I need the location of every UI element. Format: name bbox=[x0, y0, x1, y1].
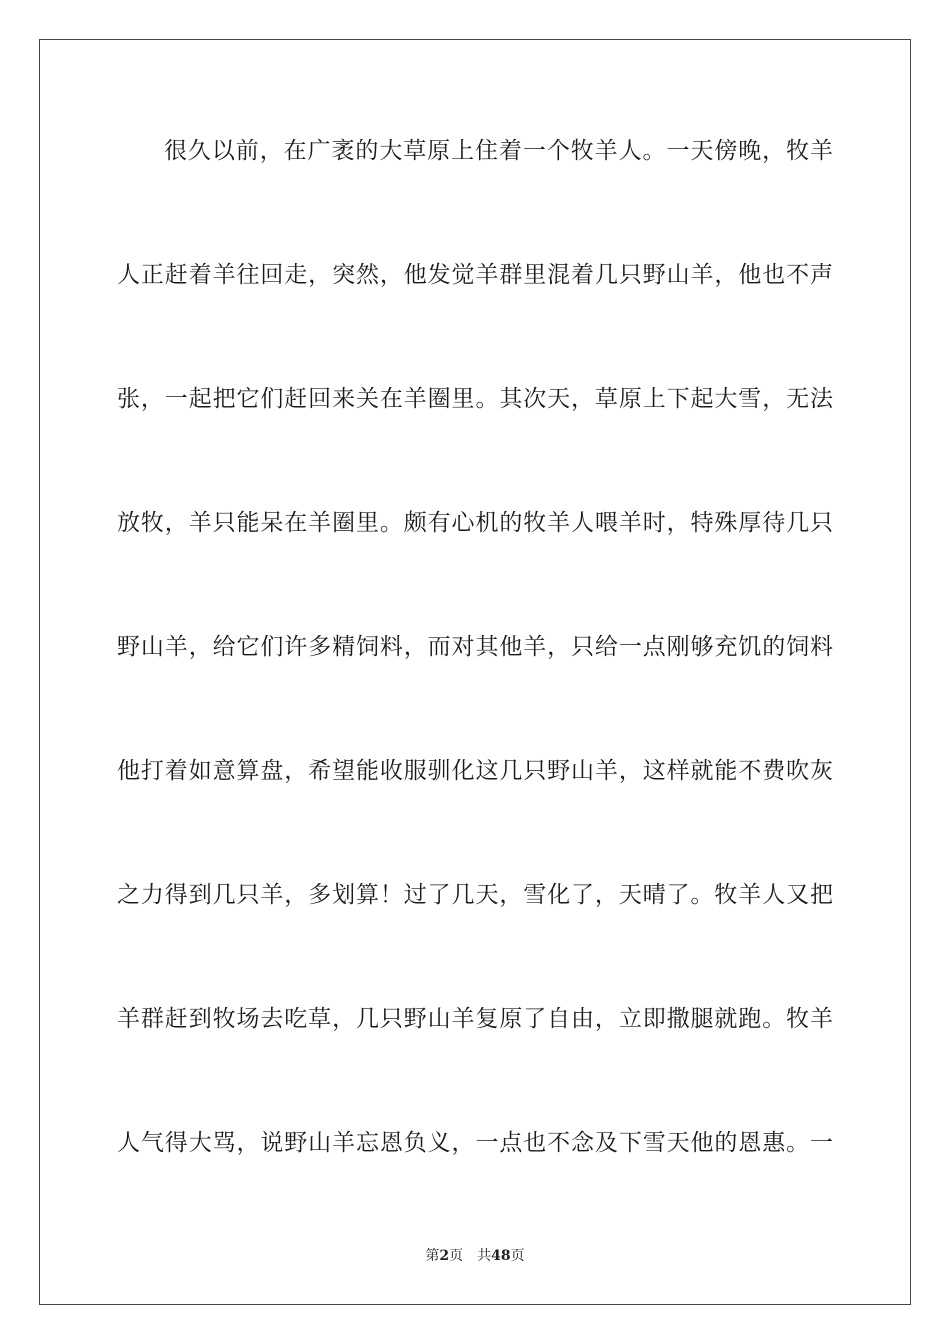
body-text-line-4: 放牧，羊只能呆在羊圈里。颇有心机的牧羊人喂羊时，特殊厚待几只 bbox=[117, 510, 833, 536]
footer-total-prefix: 共 bbox=[477, 1248, 492, 1264]
body-text-line-3: 张，一起把它们赶回来关在羊圈里。其次天，草原上下起大雪，无法 bbox=[117, 386, 833, 412]
footer-total-pages: 48 bbox=[491, 1248, 511, 1264]
body-text-line-1: 很久以前，在广袤的大草原上住着一个牧羊人。一天傍晚，牧羊 bbox=[164, 138, 833, 164]
body-text-line-2: 人正赶着羊往回走，突然，他发觉羊群里混着几只野山羊，他也不声 bbox=[117, 262, 833, 288]
body-text-line-7: 之力得到几只羊，多划算！过了几天，雪化了，天晴了。牧羊人又把 bbox=[117, 882, 833, 908]
page-footer bbox=[0, 1247, 950, 1265]
footer-page-prefix: 第 bbox=[425, 1248, 440, 1264]
body-text-line-5: 野山羊，给它们许多精饲料，而对其他羊，只给一点刚够充饥的饲料 bbox=[117, 634, 833, 660]
page-border bbox=[39, 39, 911, 1305]
footer-page-number: 2 bbox=[439, 1248, 450, 1264]
body-text-line-6: 他打着如意算盘，希望能收服驯化这几只野山羊，这样就能不费吹灰 bbox=[117, 758, 833, 784]
body-text-line-9: 人气得大骂，说野山羊忘恩负义，一点也不念及下雪天他的恩惠。一 bbox=[117, 1130, 833, 1156]
body-text-line-8: 羊群赶到牧场去吃草，几只野山羊复原了自由，立即撒腿就跑。牧羊 bbox=[117, 1006, 833, 1032]
footer-page-suffix: 页 bbox=[449, 1248, 464, 1264]
footer-total-suffix: 页 bbox=[510, 1248, 525, 1264]
